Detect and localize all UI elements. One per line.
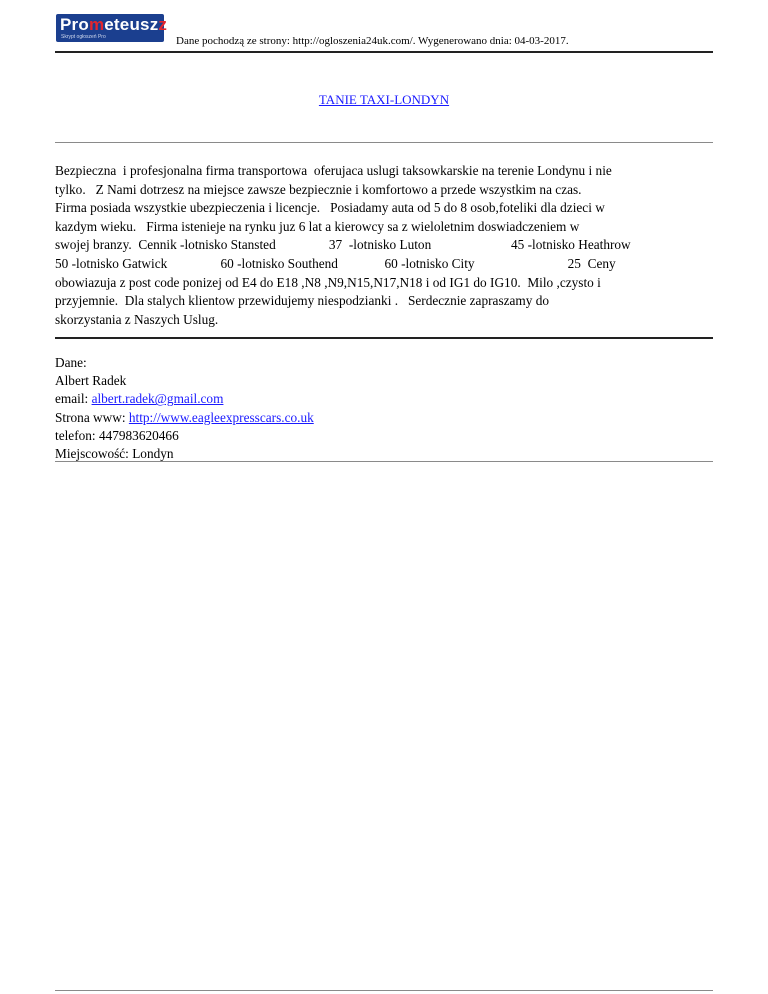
website-link[interactable]: http://www.eagleexpresscars.co.uk (128, 409, 314, 425)
header-divider (55, 51, 713, 53)
contact-website-row (55, 409, 314, 427)
description-line: przyjemnie. Dla stalych klientow przewidujemy niespodzianki . Serdecznie zapraszamy do (55, 293, 550, 309)
city-value: Londyn (132, 446, 174, 462)
contact-heading: Dane: (55, 355, 87, 370)
ad-title (0, 92, 768, 108)
logo-brand-part: z (158, 15, 168, 34)
logo-brand-part: Pro (60, 15, 89, 34)
description-line: obowiazuja z post code ponizej od E4 do E18 ,N8 ,N9,N15,N17,N18 i od IG1 do IG10. Milo ,czysto i (55, 274, 601, 290)
contact-email-row (55, 390, 314, 408)
prometeusz-logo (56, 14, 168, 42)
logo-tagline: Skrypt ogłoszeń Pro (61, 34, 106, 40)
title-divider (55, 142, 713, 143)
phone-value: 447983620466 (98, 427, 179, 443)
description-line: 50 -lotnisko Gatwick 60 -lotnisko Southend 60 -lotnisko City 25 Ceny (55, 255, 616, 271)
logo-brand-part: m (88, 15, 105, 34)
description-line: swojej branzy. Cennik -lotnisko Stansted 37 -lotnisko Luton 45 -lotnisko Heathrow (55, 237, 631, 253)
logo-brand-part: eteusz (104, 15, 159, 34)
description-line: tylko. Z Nami dotrzesz na miejsce zawsze bezpiecznie i komfortowo a przede wszystkim na czas. (55, 181, 582, 197)
source-note: Dane pochodzą ze strony: http://ogloszenia24uk.com/. Wygenerowano dnia: 04-03-2017. (176, 35, 569, 47)
ad-description (55, 162, 715, 329)
logo-brand (60, 15, 167, 35)
description-line: kazdym wieku. Firma istenieje na rynku juz 6 lat a kierowcy sa z wieloletnim doswiadczeniem w (55, 218, 580, 234)
contact-info (55, 354, 314, 463)
description-divider (55, 337, 713, 339)
contact-divider (55, 461, 713, 462)
footer-divider (55, 990, 713, 991)
phone-label: telefon: (55, 427, 99, 443)
website-label: Strona www: (55, 409, 129, 425)
description-line: skorzystania z Naszych Uslug. (55, 311, 219, 327)
email-link[interactable]: albert.radek@gmail.com (91, 391, 224, 407)
contact-name: Albert Radek (55, 373, 127, 389)
description-line: Firma posiada wszystkie ubezpieczenia i licencje. Posiadamy auta od 5 do 8 osob,foteliki dla dzieci w (55, 200, 605, 216)
contact-phone-row (55, 427, 314, 445)
description-line: Bezpieczna i profesjonalna firma transportowa oferujaca uslugi taksowkarskie na terenie Londynu i nie (55, 163, 612, 178)
ad-title-link[interactable]: TANIE TAXI-LONDYN (318, 92, 450, 107)
city-label: Miejscowość: (55, 446, 133, 462)
email-label: email: (55, 391, 92, 407)
